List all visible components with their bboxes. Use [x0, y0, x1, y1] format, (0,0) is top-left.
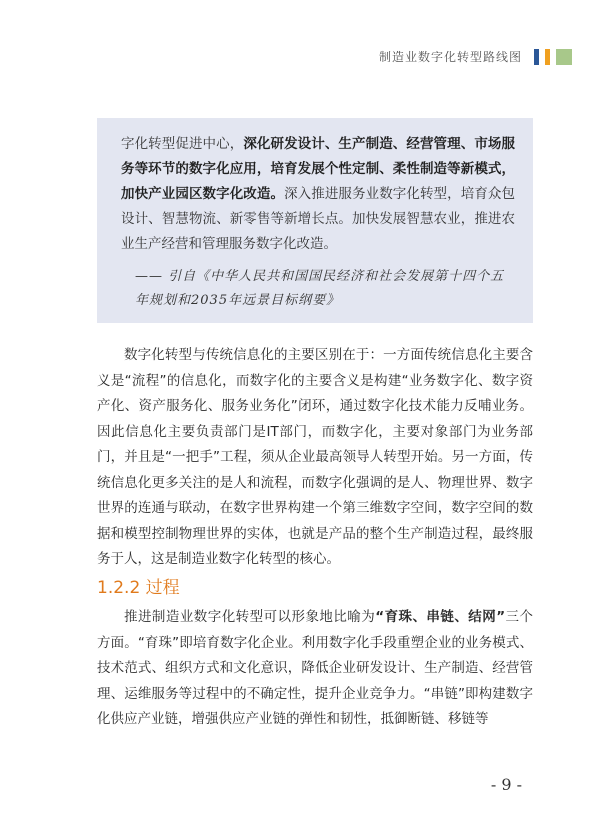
quote-text-plain-2: 深入推进服务业数字化转型，培育众包设计、智慧物流、新零售等新增长点。加快发展智慧农业，推进农业生产经营和管理服务数字化改造。 [121, 186, 516, 252]
body-paragraph-2-plain-1: 推进制造业数字化转型可以形象地比喻为 [124, 609, 376, 625]
header-color-bar-orange [545, 49, 550, 65]
quote-text-plain-1: 字化转型促进中心， [121, 136, 244, 152]
quote-box [97, 118, 533, 323]
header-color-bar-blue [534, 49, 539, 65]
body-paragraph-1-text: 数字化转型与传统信息化的主要区别在于：一方面传统信息化主要含义是“流程”的信息化，而数字化的主要含义是构建“业务数字化、数字资产化、资产服务化、服务业务化”闭环，通过数字化技术能力反哺业务。因此信息化主要负责部门是IT部门，而数字化，主要对象部门为业务部门，并且是“一把手”工程，须从企业最高领导人转型开始。另一方面，传统信息化更多关注的是人和流程，而数字化强调的是人、物理世界、数字世界的连通与联动，在数字世界构建一个第三维数字空间，数字空间的数据和模型控制物理世界的实体，也就是产品的整个生产制造过程，最终服务于人，这是制造业数字化转型的核心。 [97, 347, 533, 567]
body-paragraph-2 [97, 605, 533, 733]
running-header-title: 制造业数字化转型路线图 [378, 50, 522, 64]
page-number: - 9 - [490, 775, 522, 794]
body-paragraph-2-plain-2: 三个方面。“育珠”即培育数字化企业。利用数字化手段重塑企业的业务模式、技术范式、组织方式和文化意识，降低企业研发设计、生产制造、经营管理、运维服务等过程中的不确定性，提升企业竞争力。“串链”即构建数字化供应产业链，增强供应产业链的弹性和韧性，抵御断链、移链等 [97, 609, 534, 727]
header-color-block-green [556, 49, 572, 65]
quote-citation: —— 引自《中华人民共和国国民经济和社会发展第十四个五年规划和2035年远景目标纲要》 [135, 269, 505, 308]
quote-text [121, 132, 515, 257]
running-header [379, 48, 572, 65]
section-heading: 1.2.2 过程 [97, 578, 180, 598]
quote-text-bold: 深化研发设计、生产制造、经营管理、市场服务等环节的数字化应用，培育发展个性定制、柔性制造等新模式，加快产业园区数字化改造。 [121, 136, 516, 202]
body-paragraph-2-bold: “育珠、串链、结网” [375, 609, 506, 625]
body-paragraph-1 [97, 343, 533, 573]
